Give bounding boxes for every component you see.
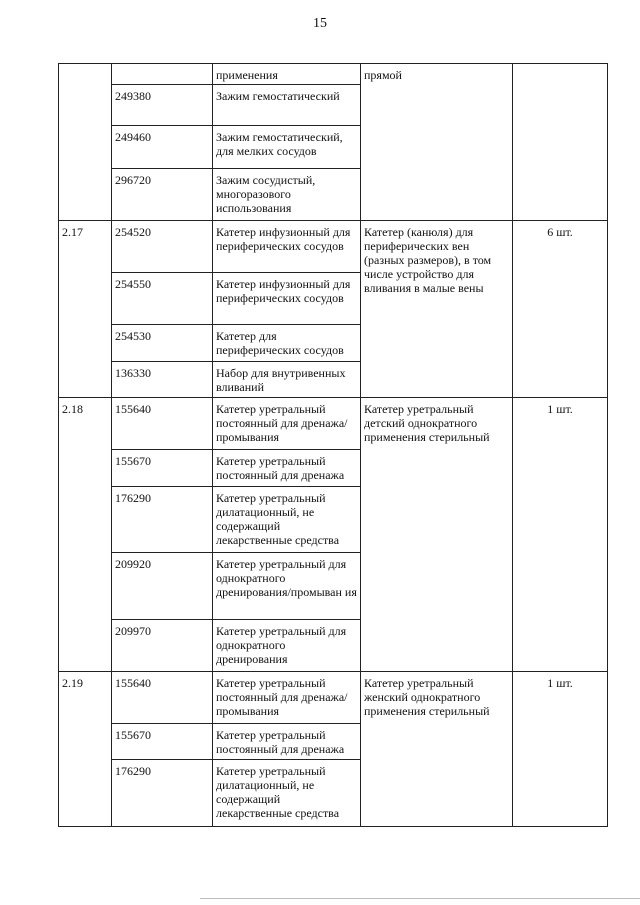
name-cell: Зажим сосудистый, многоразового использования bbox=[213, 169, 361, 221]
description-cell: Катетер уретральный детский однократного применения стерильный bbox=[361, 398, 513, 672]
name-cell: Катетер уретральный дилатационный, не содержащий лекарственные средства bbox=[213, 487, 361, 553]
name-cell: Набор для внутривенных вливаний bbox=[213, 362, 361, 398]
code-cell: 249380 bbox=[112, 85, 213, 126]
quantity-cell: 6 шт. bbox=[513, 221, 608, 398]
code-cell: 176290 bbox=[112, 760, 213, 827]
code-cell: 209970 bbox=[112, 620, 213, 672]
quantity-cell bbox=[513, 64, 608, 221]
table-row bbox=[59, 64, 608, 85]
code-cell: 254520 bbox=[112, 221, 213, 273]
code-cell: 296720 bbox=[112, 169, 213, 221]
equipment-table bbox=[58, 63, 608, 827]
name-cell: Катетер уретральный дилатационный, не содержащий лекарственные средства bbox=[213, 760, 361, 827]
table-row bbox=[59, 221, 608, 273]
code-cell: 209920 bbox=[112, 553, 213, 620]
description-cell: прямой bbox=[361, 64, 513, 221]
code-cell: 254530 bbox=[112, 325, 213, 362]
code-cell: 155670 bbox=[112, 724, 213, 760]
description-cell: Катетер (канюля) для периферических вен (разных размеров), в том числе устройство для вливания в малые вены bbox=[361, 221, 513, 398]
name-cell: применения bbox=[213, 64, 361, 85]
group-number-cell: 2.18 bbox=[59, 398, 112, 672]
description-cell: Катетер уретральный женский однократного применения стерильный bbox=[361, 672, 513, 827]
name-cell: Катетер уретральный постоянный для дренажа bbox=[213, 724, 361, 760]
code-cell: 176290 bbox=[112, 487, 213, 553]
name-cell: Катетер инфузионный для периферических сосудов bbox=[213, 273, 361, 325]
code-cell: 254550 bbox=[112, 273, 213, 325]
group-number-cell: 2.17 bbox=[59, 221, 112, 398]
code-cell: 155640 bbox=[112, 672, 213, 724]
code-cell bbox=[112, 64, 213, 85]
table-row bbox=[59, 398, 608, 450]
name-cell: Зажим гемостатический bbox=[213, 85, 361, 126]
name-cell: Катетер уретральный постоянный для дренажа/промывания bbox=[213, 672, 361, 724]
name-cell: Катетер уретральный постоянный для дренажа/промывания bbox=[213, 398, 361, 450]
table-row bbox=[59, 672, 608, 724]
name-cell: Зажим гемостатический, для мелких сосудов bbox=[213, 126, 361, 169]
page-number: 15 bbox=[313, 16, 327, 31]
quantity-cell: 1 шт. bbox=[513, 398, 608, 672]
code-cell: 155670 bbox=[112, 450, 213, 487]
name-cell: Катетер уретральный для однократного дренирования bbox=[213, 620, 361, 672]
group-number-cell: 2.19 bbox=[59, 672, 112, 827]
name-cell: Катетер для периферических сосудов bbox=[213, 325, 361, 362]
code-cell: 249460 bbox=[112, 126, 213, 169]
name-cell: Катетер уретральный для однократного дренирования/промыван ия bbox=[213, 553, 361, 620]
name-cell: Катетер инфузионный для периферических сосудов bbox=[213, 221, 361, 273]
group-number-cell bbox=[59, 64, 112, 221]
scan-edge-line bbox=[200, 898, 640, 899]
code-cell: 155640 bbox=[112, 398, 213, 450]
name-cell: Катетер уретральный постоянный для дренажа bbox=[213, 450, 361, 487]
code-cell: 136330 bbox=[112, 362, 213, 398]
quantity-cell: 1 шт. bbox=[513, 672, 608, 827]
